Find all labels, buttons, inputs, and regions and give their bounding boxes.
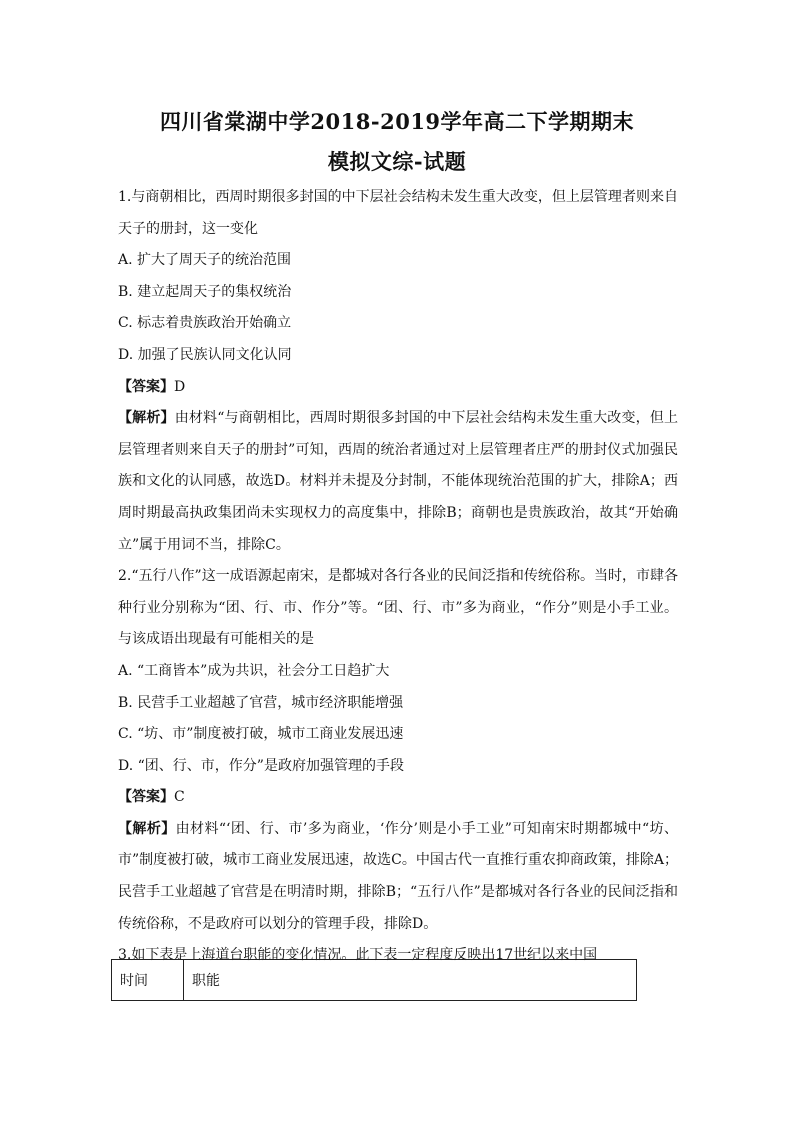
table-header-time: 时间 <box>112 960 184 1000</box>
analysis-tag: 【解析】 <box>118 820 176 837</box>
question-1-option-c: C. 标志着贵族政治开始确立 <box>118 315 292 332</box>
document-title-line1: 四川省棠湖中学2018-2019学年高二下学期期末 <box>159 109 635 134</box>
question-1-option-d: D. 加强了民族认同文化认同 <box>118 346 292 363</box>
question-1-option-a: A. 扩大了周天子的统治范围 <box>118 252 292 269</box>
question-1-stem: 1.与商朝相比，西周时期很多封国的中下层社会结构未发生重大改变，但上层管理者则来自天子的册封，这一变化 <box>118 189 678 237</box>
question-2-analysis <box>118 814 678 940</box>
answer-tag: 【答案】 <box>118 789 174 806</box>
analysis-tag: 【解析】 <box>118 410 175 427</box>
question-1-option-b: B. 建立起周天子的集权统治 <box>118 283 292 300</box>
analysis-text: 由材料“‘团、行、市’多为商业，‘作分’则是小手工业”可知南宋时期都城中“坊、市”制度被打破，城市工商业发展迅速，故选C。中国古代一直推行重农抑商政策，排除A；民营手工业超越了官营是在明清时期，排除B；“五行八作”是都城对各行各业的民间泛指和传统俗称，不是政府可以划分的管理手段，排除D。 <box>118 820 678 932</box>
question-2-option-a: A. “工商皆本”成为共识，社会分工日趋扩大 <box>118 662 390 679</box>
question-2-option-b: B. 民营手工业超越了官营，城市经济职能增强 <box>118 694 404 711</box>
duties-table <box>111 959 637 1001</box>
answer-tag: 【答案】 <box>118 378 174 395</box>
question-2-stem: 2.“五行八作”这一成语源起南宋，是都城对各行各业的民间泛指和传统俗称。当时，市肆各种行业分别称为“团、行、市、作分”等。“团、行、市”多为商业，“作分”则是小手工业。与该成语出现最有可能相关的是 <box>118 568 678 648</box>
answer-value: C <box>174 789 185 806</box>
document-content <box>118 182 678 972</box>
question-2-answer <box>118 782 678 814</box>
document-title-line2: 模拟文综-试题 <box>327 149 467 174</box>
answer-value: D <box>174 378 186 395</box>
question-1-answer <box>118 372 678 404</box>
analysis-text: 由材料“与商朝相比，西周时期很多封国的中下层社会结构未发生重大改变，但上层管理者则来自天子的册封”可知，西周的统治者通过对上层管理者庄严的册封仪式加强民族和文化的认同感，故选D。材料并未提及分封制，不能体现统治范围的扩大，排除A；西周时期最高执政集团尚未实现权力的高度集中，排除B；商朝也是贵族政治，故其“开始确立”属于用词不当，排除C。 <box>118 410 679 553</box>
table-header-duty: 职能 <box>192 973 220 989</box>
question-3-stem: 3.如下表是上海道台职能的变化情况。此下表一定程度反映出17世纪以来中国 <box>118 947 598 964</box>
question-1-analysis <box>118 403 678 561</box>
question-2-option-c: C. “坊、市”制度被打破，城市工商业发展迅速 <box>118 726 404 743</box>
question-2-option-d: D. “团、行、市，作分”是政府加强管理的手段 <box>118 757 404 774</box>
